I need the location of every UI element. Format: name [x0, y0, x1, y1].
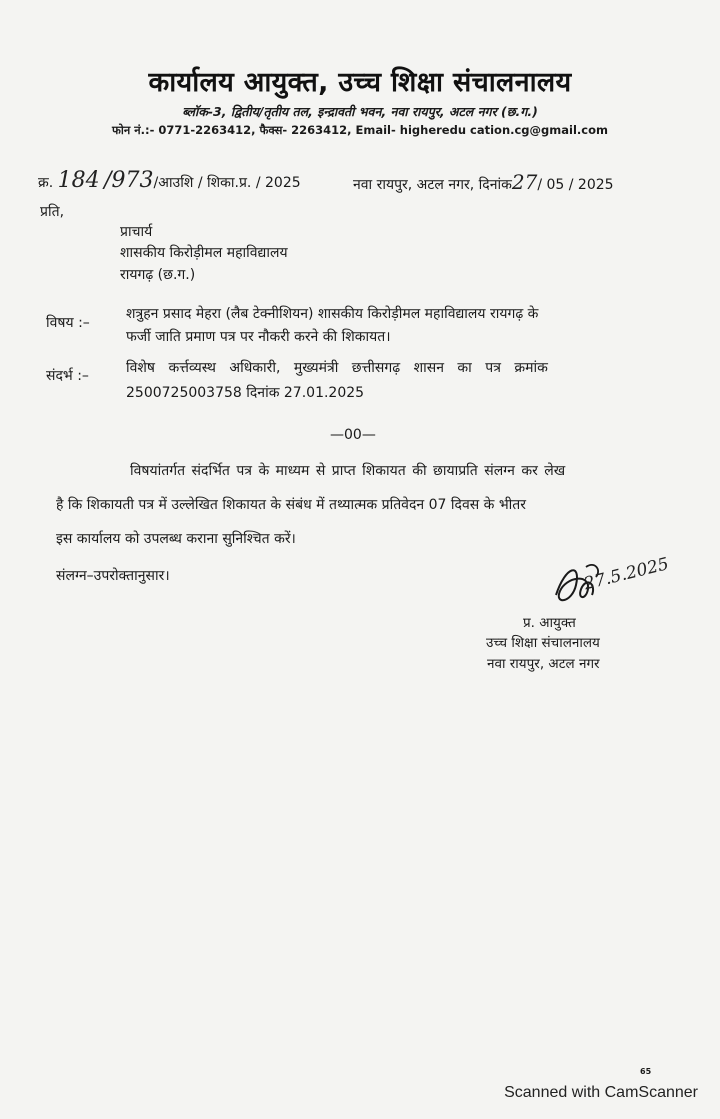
- divider: —00—: [330, 427, 376, 443]
- body-line-1: विषयांतर्गत संदर्भित पत्र के माध्यम से प्राप्त शिकायत की छायाप्रति संलग्न कर लेख: [130, 463, 566, 479]
- subject-label: विषय :–: [46, 315, 90, 331]
- ref-suffix: /आउशि / शिका.प्र. / 2025: [153, 175, 301, 191]
- scanner-watermark: Scanned with CamScanner: [504, 1084, 698, 1101]
- ref-handwritten-number-2: 973: [111, 168, 154, 193]
- recipient-line-1: प्राचार्य: [120, 224, 153, 240]
- subject-line-1: शत्रुहन प्रसाद मेहरा (लैब टेक्नीशियन) शासकीय किरोड़ीमल महाविद्यालय रायगढ़ के: [126, 306, 539, 322]
- signatory-place: नवा रायपुर, अटल नगर: [487, 656, 600, 672]
- office-contact: फोन नं.:- 0771-2263412, फैक्स- 2263412, Email- higheredu cation.cg@gmail.com: [112, 123, 608, 137]
- office-address: ब्लॉक-3, द्वितीय/तृतीय तल, इन्द्रावती भवन, नवा रायपुर, अटल नगर (छ.ग.): [182, 104, 538, 119]
- ref-handwritten-number: 184: [57, 168, 100, 193]
- body-line-3: इस कार्यालय को उपलब्ध कराना सुनिश्चित करें।: [56, 531, 296, 547]
- ref-separator: /: [104, 168, 112, 193]
- reference-line-1: विशेष कर्त्तव्यस्थ अधिकारी, मुख्यमंत्री छत्तीसगढ़ शासन का पत्र क्रमांक: [126, 360, 548, 376]
- place-date-prefix: नवा रायपुर, अटल नगर, दिनांक: [353, 177, 512, 193]
- enclosure-note: संलग्न–उपरोक्तानुसार।: [56, 568, 170, 584]
- place-date: [353, 170, 614, 194]
- body-line-2: है कि शिकायती पत्र में उल्लेखित शिकायत के संबंध में तथ्यात्मक प्रतिवेदन 07 दिवस के भीतर: [56, 497, 527, 513]
- prati-label: प्रति,: [40, 204, 65, 220]
- recipient-line-2: शासकीय किरोड़ीमल महाविद्यालय: [120, 245, 288, 261]
- signatory-office: उच्च शिक्षा संचालनालय: [486, 635, 600, 651]
- page-mark: 65: [640, 1067, 652, 1076]
- reference-label: संदर्भ :–: [46, 368, 89, 384]
- ref-prefix: क्र.: [38, 175, 54, 191]
- signature-date: 27.5.2025: [582, 554, 671, 595]
- recipient-line-3: रायगढ़ (छ.ग.): [120, 267, 196, 283]
- subject-line-2: फर्जी जाति प्रमाण पत्र पर नौकरी करने की शिकायत।: [126, 329, 391, 345]
- reference-number: [38, 168, 301, 193]
- reference-line-2: 2500725003758 दिनांक 27.01.2025: [126, 385, 365, 401]
- date-suffix: / 05 / 2025: [537, 177, 614, 193]
- date-handwritten: 27: [511, 170, 538, 194]
- signatory-title: प्र. आयुक्त: [523, 615, 576, 631]
- office-title: कार्यालय आयुक्त, उच्च शिक्षा संचालनालय: [148, 67, 572, 98]
